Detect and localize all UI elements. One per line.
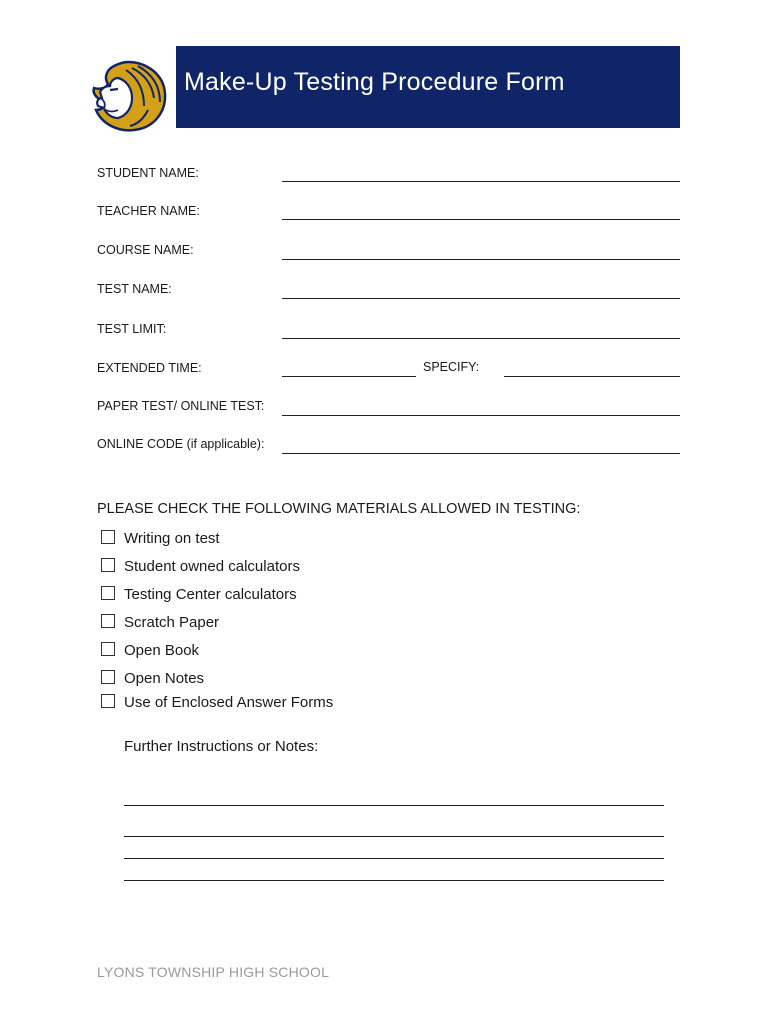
test-limit-line[interactable] (282, 338, 680, 339)
checkbox[interactable] (101, 642, 115, 656)
course-name-label: COURSE NAME: (97, 243, 194, 257)
student-name-line[interactable] (282, 181, 680, 182)
material-label: Open Notes (124, 670, 205, 687)
course-name-line[interactable] (282, 259, 680, 260)
test-name-label: TEST NAME: (97, 282, 172, 296)
online-code-line[interactable] (282, 453, 680, 454)
footer-school-name: LYONS TOWNSHIP HIGH SCHOOL (97, 964, 330, 980)
material-label: Use of Enclosed Answer Forms (124, 694, 334, 711)
notes-line[interactable] (124, 836, 664, 837)
checkbox[interactable] (101, 558, 115, 572)
checkbox[interactable] (101, 530, 115, 544)
specify-line[interactable] (504, 376, 680, 377)
material-label: Scratch Paper (124, 614, 220, 631)
material-label: Testing Center calculators (124, 586, 297, 603)
extended-time-line[interactable] (282, 376, 416, 377)
paper-online-test-line[interactable] (282, 415, 680, 416)
material-label: Student owned calculators (124, 558, 300, 575)
teacher-name-label: TEACHER NAME: (97, 204, 200, 218)
checkbox[interactable] (101, 670, 115, 684)
checkbox[interactable] (101, 586, 115, 600)
lion-head-icon (88, 60, 168, 132)
page-title: Make-Up Testing Procedure Form (184, 68, 565, 96)
paper-online-test-label: PAPER TEST/ ONLINE TEST: (97, 399, 265, 413)
title-banner (176, 46, 680, 128)
material-label: Writing on test (124, 530, 220, 547)
test-name-line[interactable] (282, 298, 680, 299)
student-name-label: STUDENT NAME: (97, 166, 199, 180)
online-code-label: ONLINE CODE (if applicable): (97, 437, 265, 451)
material-label: Open Book (124, 642, 200, 659)
notes-line[interactable] (124, 880, 664, 881)
extended-time-label: EXTENDED TIME: (97, 361, 202, 375)
notes-line[interactable] (124, 858, 664, 859)
teacher-name-line[interactable] (282, 219, 680, 220)
checkbox[interactable] (101, 614, 115, 628)
materials-heading: PLEASE CHECK THE FOLLOWING MATERIALS ALLOWED IN TESTING: (97, 501, 581, 517)
notes-label: Further Instructions or Notes: (124, 738, 319, 755)
checkbox[interactable] (101, 694, 115, 708)
notes-line[interactable] (124, 805, 664, 806)
specify-label: SPECIFY: (423, 360, 480, 374)
test-limit-label: TEST LIMIT: (97, 322, 167, 336)
